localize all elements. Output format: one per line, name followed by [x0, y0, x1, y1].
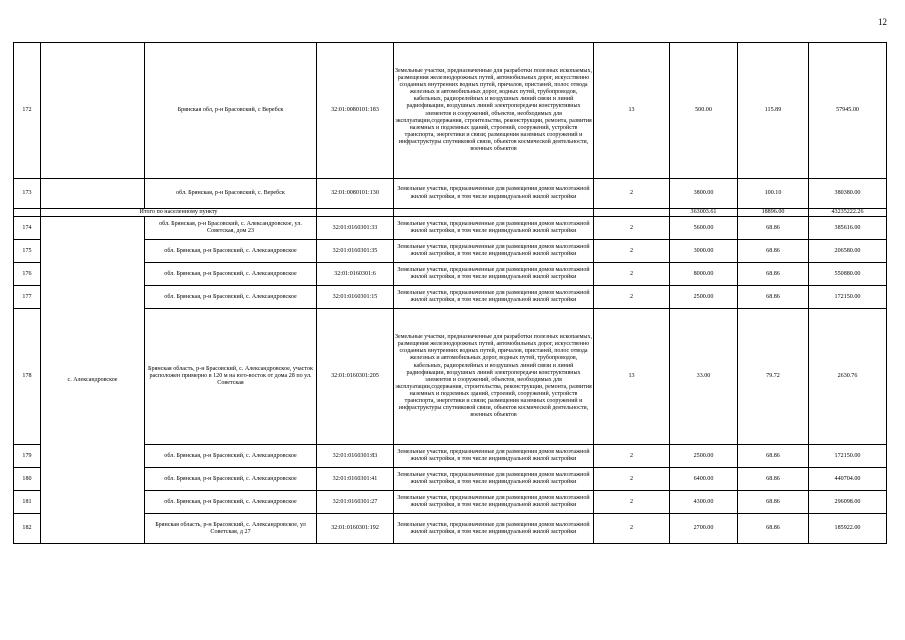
- table-row: [14, 309, 887, 445]
- rate-cell: 68.86: [738, 491, 809, 514]
- value-cell: 380380.00: [809, 179, 887, 209]
- group-cell: 2: [594, 514, 670, 544]
- row-number: 174: [14, 217, 41, 240]
- value-cell: 550880.00: [809, 263, 887, 286]
- table-row: [14, 179, 887, 209]
- table-row: [14, 286, 887, 309]
- value-cell: 172150.00: [809, 445, 887, 468]
- group-cell: 13: [594, 309, 670, 445]
- rate-cell: 68.86: [738, 286, 809, 309]
- cadastral-number: 32:01:0160301:6: [317, 263, 394, 286]
- address-cell: обл. Брянская, р-н Брасовский, с. Александровское: [145, 468, 317, 491]
- value-cell: 206580.00: [809, 240, 887, 263]
- address-cell: обл. Брянская, р-н Брасовский, с. Александровское, ул. Советская, дом 23: [145, 217, 317, 240]
- land-use-cell: Земельные участки, предназначенные для размещения домов малоэтажной жилой застройки, в том числе индивидуальной жилой застройки: [394, 514, 594, 544]
- page-number: 12: [878, 17, 887, 27]
- address-cell: Брянская обл, р-н Брасовский, с Веребск: [145, 43, 317, 179]
- cadastral-number: 32:01:0160301:27: [317, 491, 394, 514]
- group-cell: 13: [594, 43, 670, 179]
- area-cell: 2700.00: [670, 514, 738, 544]
- cadastral-number: 32:01:0160301:33: [317, 217, 394, 240]
- land-registry-table: [13, 42, 887, 544]
- row-number: 173: [14, 179, 41, 209]
- group-cell: 2: [594, 263, 670, 286]
- subtotal-row: [14, 209, 887, 217]
- land-use-cell: Земельные участки, предназначенные для размещения домов малоэтажной жилой застройки, в том числе индивидуальной жилой застройки: [394, 445, 594, 468]
- row-number: 180: [14, 468, 41, 491]
- rate-cell: 68.86: [738, 263, 809, 286]
- subtotal-value: 43235222.26: [809, 209, 887, 217]
- settlement-name: с. Александровское: [41, 217, 145, 544]
- value-cell: 440704.00: [809, 468, 887, 491]
- address-cell: обл. Брянская, р-н Брасовский, с. Александровское: [145, 263, 317, 286]
- value-cell: 57945.00: [809, 43, 887, 179]
- land-use-cell: Земельные участки, предназначенные для разработки полезных ископаемых, размещения железнодорожных путей, автомобильных дорог, искусственно созданных внутренних водных путей, причалов, пристаней, полос отвода железных и автомобильных дорог, водных путей, трубопроводов, кабельных, радиорелейных и воздушных линий связи и линий радиофикации, воздушных линий электропередачи конструктивных элементов и сооружений, объектов, необходимых для эксплуатации,содержания, строительства, реконструкции, ремонта, развития наземных и подземных зданий, строений, сооружений, устройств транспорта, энергетики и связи; размещения наземных сооружений и инфраструктуры спутниковой связи, объектов космической деятельности, военных объектов: [394, 43, 594, 179]
- table-row: [14, 217, 887, 240]
- area-cell: 5600.00: [670, 217, 738, 240]
- area-cell: 500.00: [670, 43, 738, 179]
- row-number: 175: [14, 240, 41, 263]
- address-cell: обл. Брянская, р-н Брасовский, с. Веребск: [145, 179, 317, 209]
- land-use-cell: Земельные участки, предназначенные для размещения домов малоэтажной жилой застройки, в том числе индивидуальной жилой застройки: [394, 240, 594, 263]
- address-cell: обл. Брянская, р-н Брасовский, с. Александровское: [145, 445, 317, 468]
- table-row: [14, 445, 887, 468]
- cadastral-number: 32:01:0160301:35: [317, 240, 394, 263]
- land-use-cell: Земельные участки, предназначенные для размещения домов малоэтажной жилой застройки, в том числе индивидуальной жилой застройки: [394, 263, 594, 286]
- rate-cell: 68.86: [738, 468, 809, 491]
- area-cell: 2500.00: [670, 445, 738, 468]
- table-row: [14, 43, 887, 179]
- value-cell: 185922.00: [809, 514, 887, 544]
- row-number: 177: [14, 286, 41, 309]
- cadastral-number: 32:01:0160301:41: [317, 468, 394, 491]
- table-row: [14, 514, 887, 544]
- settlement-cell: [41, 179, 145, 209]
- group-cell: 2: [594, 445, 670, 468]
- row-number: 179: [14, 445, 41, 468]
- area-cell: 6400.00: [670, 468, 738, 491]
- address-cell: обл. Брянская, р-н Брасовский, с. Александровское: [145, 240, 317, 263]
- rate-cell: 68.86: [738, 445, 809, 468]
- land-use-cell: Земельные участки, предназначенные для размещения домов малоэтажной жилой застройки, в том числе индивидуальной жилой застройки: [394, 468, 594, 491]
- rate-cell: 68.86: [738, 514, 809, 544]
- value-cell: 385616.00: [809, 217, 887, 240]
- group-cell: 2: [594, 217, 670, 240]
- land-use-cell: Земельные участки, предназначенные для размещения домов малоэтажной жилой застройки, в том числе индивидуальной жилой застройки: [394, 217, 594, 240]
- address-cell: обл. Брянская, р-н Брасовский, с. Александровское: [145, 491, 317, 514]
- land-use-cell: Земельные участки, предназначенные для размещения домов малоэтажной жилой застройки, в том числе индивидуальной жилой застройки: [394, 491, 594, 514]
- table-row: [14, 468, 887, 491]
- rate-cell: 115.89: [738, 43, 809, 179]
- rate-cell: 79.72: [738, 309, 809, 445]
- value-cell: 172150.00: [809, 286, 887, 309]
- rate-cell: 68.86: [738, 217, 809, 240]
- subtotal-label: Итого по населенному пункту: [41, 209, 317, 217]
- table-row: [14, 240, 887, 263]
- land-use-cell: Земельные участки, предназначенные для разработки полезных ископаемых, размещения железнодорожных путей, автомобильных дорог, искусственно созданных внутренних водных путей, причалов, пристаней, полос отвода железных и автомобильных дорог, водных путей, трубопроводов, кабельных, радиорелейных и воздушных линий связи и линий радиофикации, воздушных линий электропередачи конструктивных элементов и сооружений, объектов, необходимых для эксплуатации,содержания, строительства, реконструкции, ремонта, развития наземных и подземных зданий, строений, сооружений, устройств транспорта, энергетики и связи; размещения наземных сооружений и инфраструктуры спутниковой связи, объектов космической деятельности, военных объектов: [394, 309, 594, 445]
- area-cell: 3000.00: [670, 240, 738, 263]
- group-cell: 2: [594, 179, 670, 209]
- group-cell: 2: [594, 286, 670, 309]
- row-number: 172: [14, 43, 41, 179]
- cadastral-number: 32:01:0080101:130: [317, 179, 394, 209]
- row-number: 182: [14, 514, 41, 544]
- value-cell: 296098.00: [809, 491, 887, 514]
- area-cell: 3800.00: [670, 179, 738, 209]
- address-cell: Брянская область, р-н Брасовский, с. Александровское, участок расположен примерно в 120 м на юго-восток от дома 28 по ул. Советская: [145, 309, 317, 445]
- land-use-cell: Земельные участки, предназначенные для размещения домов малоэтажной жилой застройки, в том числе индивидуальной жилой застройки: [394, 286, 594, 309]
- cadastral-number: 32:01:0160301:205: [317, 309, 394, 445]
- row-number: 176: [14, 263, 41, 286]
- area-cell: 33.00: [670, 309, 738, 445]
- settlement-cell: [41, 43, 145, 179]
- area-cell: 4300.00: [670, 491, 738, 514]
- value-cell: 2630.76: [809, 309, 887, 445]
- subtotal-area: 363003.61: [670, 209, 738, 217]
- group-cell: 2: [594, 468, 670, 491]
- cadastral-number: 32:01:0160301:15: [317, 286, 394, 309]
- address-cell: Брянская область, р-н Брасовский, с. Александровское, ул Советская, д 27: [145, 514, 317, 544]
- rate-cell: 68.86: [738, 240, 809, 263]
- row-number: 181: [14, 491, 41, 514]
- table-row: [14, 491, 887, 514]
- cadastral-number: 32:01:0160301:192: [317, 514, 394, 544]
- group-cell: 2: [594, 240, 670, 263]
- row-number: 178: [14, 309, 41, 445]
- rate-cell: 100.10: [738, 179, 809, 209]
- land-use-cell: Земельные участки, предназначенные для размещения домов малоэтажной жилой застройки, в том числе индивидуальной жилой застройки: [394, 179, 594, 209]
- cadastral-number: 32:01:0080101:183: [317, 43, 394, 179]
- group-cell: 2: [594, 491, 670, 514]
- table-row: [14, 263, 887, 286]
- cadastral-number: 32:01:0160301:83: [317, 445, 394, 468]
- area-cell: 8000.00: [670, 263, 738, 286]
- area-cell: 2500.00: [670, 286, 738, 309]
- subtotal-rate: 18896.00: [738, 209, 809, 217]
- address-cell: обл. Брянская, р-н Брасовский, с. Александровское: [145, 286, 317, 309]
